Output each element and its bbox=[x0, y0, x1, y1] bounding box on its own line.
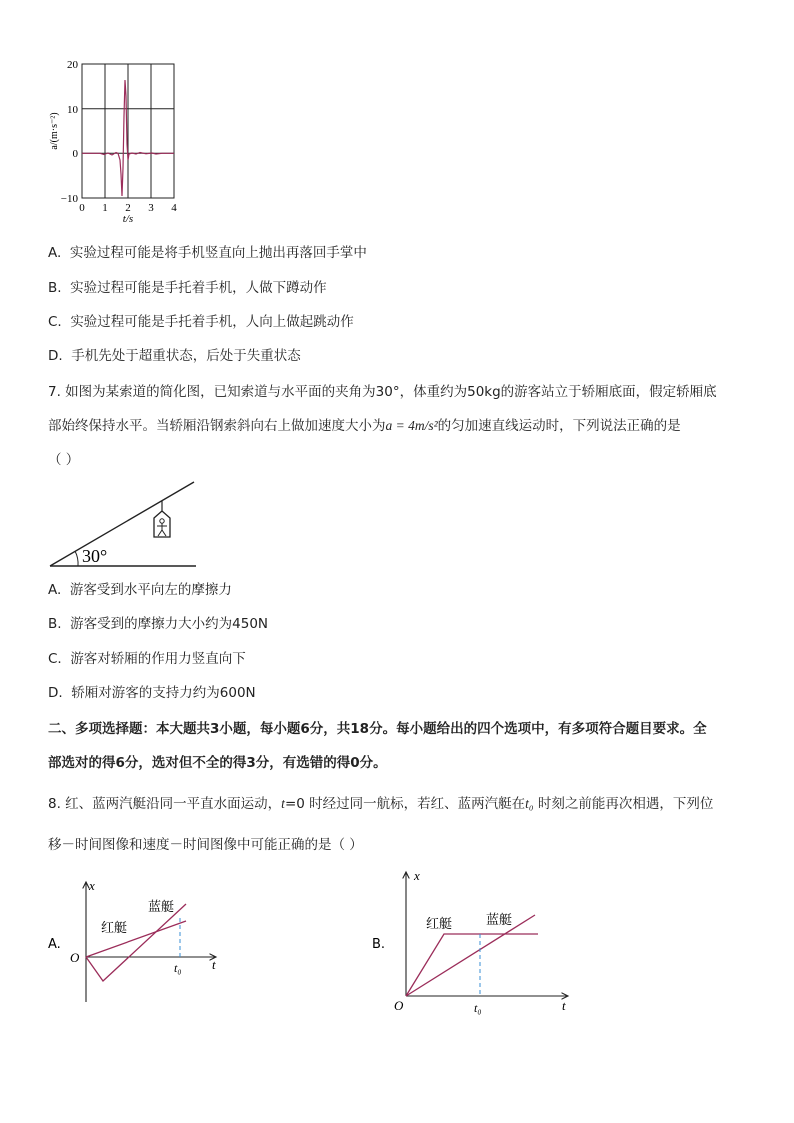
q7-option-a[interactable] bbox=[48, 581, 232, 599]
blue-boat-label: 蓝艇 bbox=[148, 900, 175, 915]
red-boat-line bbox=[86, 904, 186, 981]
option-letter: B. bbox=[48, 616, 62, 632]
q6-option-c[interactable] bbox=[48, 313, 354, 331]
q7-stem-tail: 的匀加速直线运动时，下列说法正确的是 bbox=[437, 418, 681, 434]
q7-stem-line2 bbox=[48, 417, 681, 435]
acceleration-time-chart bbox=[40, 56, 190, 226]
cableway-diagram bbox=[48, 478, 208, 570]
q8-var-t: t bbox=[281, 796, 285, 811]
option-letter: D. bbox=[48, 685, 63, 701]
section-heading-line2: 部选对的得6分，选对但不全的得3分，有选错的得0分。 bbox=[48, 755, 387, 771]
blue-boat-label: 蓝艇 bbox=[486, 913, 513, 928]
q7-option-d[interactable] bbox=[48, 684, 256, 702]
red-boat-label: 红艇 bbox=[101, 921, 128, 936]
option-text: 实验过程可能是将手机竖直向上抛出再落回手掌中 bbox=[69, 245, 367, 261]
option-letter: A. bbox=[48, 245, 62, 261]
x-axis-label: t bbox=[562, 998, 566, 1013]
red-boat-line bbox=[406, 934, 538, 996]
option-text: 手机先处于超重状态，后处于失重状态 bbox=[71, 348, 301, 364]
x-tick: 3 bbox=[148, 202, 154, 214]
chart-grid bbox=[82, 64, 174, 198]
q7-option-c[interactable] bbox=[48, 650, 246, 668]
cable-line bbox=[50, 482, 194, 566]
option-label: A. bbox=[48, 937, 61, 952]
angle-arc bbox=[75, 551, 78, 566]
y-tick: 0 bbox=[72, 148, 78, 160]
option-text: 游客受到的摩擦力大小约为450N bbox=[70, 616, 269, 632]
q8-stem-b: =0 时经过同一航标，若红、蓝两汽艇在 bbox=[284, 796, 526, 812]
x-tick: 0 bbox=[79, 202, 85, 214]
q8-var-t0: t₀ bbox=[525, 796, 534, 811]
option-text: 游客对轿厢的作用力竖直向下 bbox=[70, 651, 246, 667]
y-axis-label: x bbox=[89, 878, 95, 893]
y-tick: −10 bbox=[60, 193, 78, 205]
q6-option-a[interactable] bbox=[48, 244, 367, 262]
option-label: B. bbox=[372, 937, 386, 952]
t0-label: t₀ bbox=[474, 1001, 482, 1015]
y-axis-label: a/(m·s⁻²) bbox=[49, 112, 60, 150]
origin-label: O bbox=[394, 998, 404, 1013]
x-tick: 4 bbox=[171, 202, 177, 214]
y-tick: 20 bbox=[67, 59, 78, 71]
y-axis-label: x bbox=[414, 868, 420, 883]
option-letter: C. bbox=[48, 314, 62, 330]
origin-label: O bbox=[70, 950, 80, 965]
option-text: 实验过程可能是手托着手机，人向上做起跳动作 bbox=[70, 314, 354, 330]
option-text: 实验过程可能是手托着手机，人做下蹲动作 bbox=[70, 280, 327, 296]
option-text: 游客受到水平向左的摩擦力 bbox=[69, 582, 232, 598]
option-letter: A. bbox=[48, 582, 62, 598]
q8-stem-a: 8. 红、蓝两汽艇沿同一平直水面运动， bbox=[48, 796, 282, 812]
option-text: 轿厢对游客的支持力约为600N bbox=[71, 685, 256, 701]
option-letter: D. bbox=[48, 348, 63, 364]
q7-answer-paren: （ ） bbox=[48, 452, 80, 468]
q6-option-d[interactable] bbox=[48, 347, 301, 365]
q7-option-b[interactable] bbox=[48, 615, 268, 633]
x-tick: 2 bbox=[125, 202, 131, 214]
q8-stem-c: 时刻之前能再次相遇，下列位 bbox=[533, 796, 714, 812]
q8-stem-line2: 移－时间图像和速度－时间图像中可能正确的是（ ） bbox=[48, 837, 363, 853]
y-tick: 10 bbox=[67, 104, 78, 116]
q8-graph-a[interactable] bbox=[40, 874, 230, 1006]
t0-label: t₀ bbox=[174, 961, 182, 975]
red-boat-label: 红艇 bbox=[426, 917, 453, 932]
q7-stem-line1: 7. 如图为某索道的简化图，已知索道与水平面的夹角为30°，体重约为50kg的游客站立于轿厢底面，假定轿厢底 bbox=[48, 384, 717, 400]
option-letter: B. bbox=[48, 280, 62, 296]
x-tick: 1 bbox=[102, 202, 108, 214]
section-heading-line1: 二、多项选择题：本大题共3小题，每小题6分，共18分。每小题给出的四个选项中，有多项符合题目要求。全 bbox=[48, 721, 707, 737]
q7-stem-text: 部始终保持水平。当轿厢沿钢索斜向右上做加速度大小为 bbox=[48, 418, 386, 434]
x-axis-label: t/s bbox=[122, 213, 134, 225]
q8-graph-b[interactable] bbox=[368, 866, 578, 1016]
q8-stem-line1 bbox=[48, 795, 713, 813]
x-axis-label: t bbox=[212, 957, 216, 972]
q7-formula: a = 4m/s² bbox=[385, 418, 438, 433]
q6-option-b[interactable] bbox=[48, 279, 327, 297]
option-letter: C. bbox=[48, 651, 62, 667]
angle-label: 30° bbox=[82, 546, 108, 566]
